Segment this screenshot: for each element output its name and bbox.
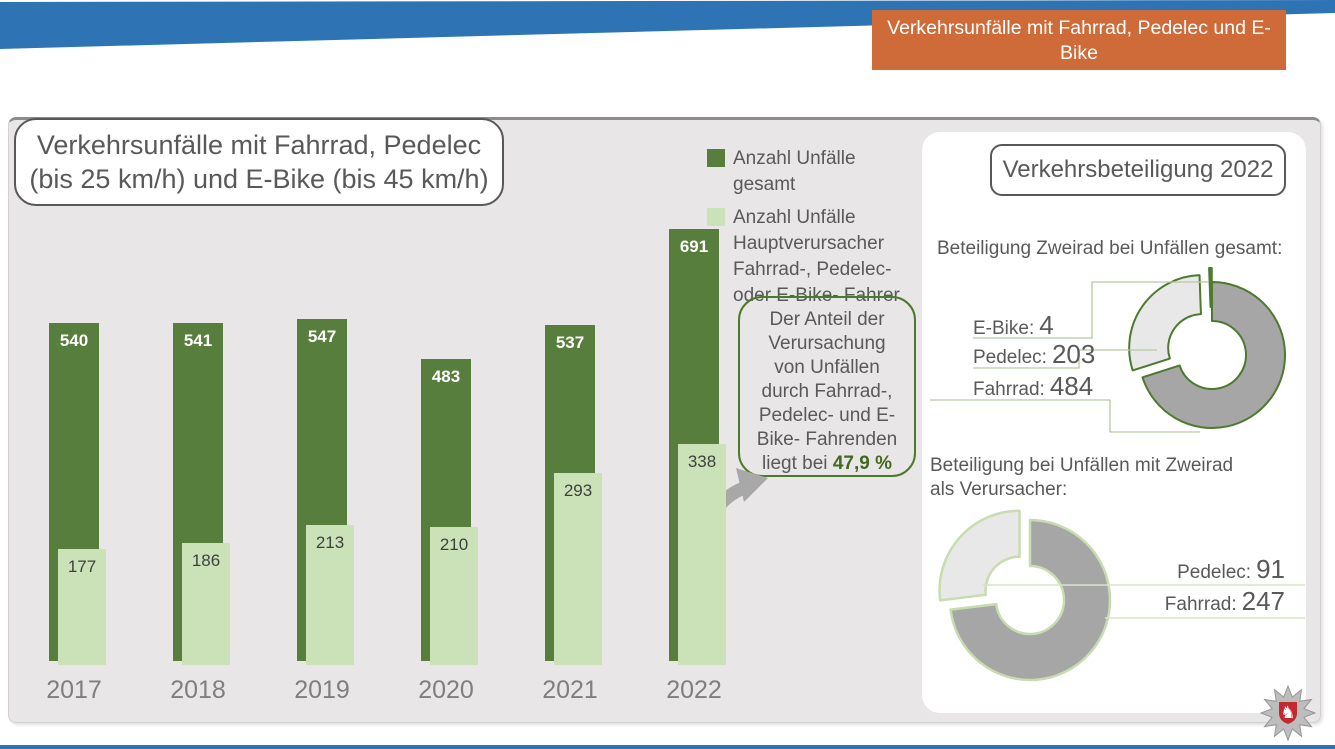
donut1-label-ebike: E-Bike: 4 bbox=[973, 310, 1054, 340]
bar-chart-title-line1: Verkehrsunfälle mit Fahrrad, Pedelec bbox=[36, 130, 482, 160]
bar-value-hauptverursacher-2019: 213 bbox=[315, 533, 345, 552]
police-horse-glyph: ♞ bbox=[1280, 703, 1296, 722]
bottom-accent-bar bbox=[0, 745, 1335, 749]
bar-value-hauptverursacher-2022: 338 bbox=[687, 452, 717, 471]
legend-label-hauptverursacher: Anzahl Unfälle Hauptverursacher Fahrrad-, Pedelec- oder E-Bike- Fahrer bbox=[733, 207, 900, 306]
right-panel bbox=[922, 132, 1306, 713]
slide-title-line2: Emsland bbox=[1041, 67, 1117, 89]
donut2-label-pedelec: Pedelec: 91 bbox=[1177, 554, 1285, 584]
donut2-label-fahrrad: Fahrrad: 247 bbox=[1164, 586, 1285, 616]
donut2-heading: Beteiligung bei Unfällen mit Zweirad als Verursacher: bbox=[930, 455, 1234, 500]
donut1-label-fahrrad: Fahrrad: 484 bbox=[973, 371, 1094, 401]
x-axis-label-2022: 2022 bbox=[666, 676, 722, 704]
legend-swatch-dark-green bbox=[707, 149, 725, 167]
bar-hauptverursacher-2020 bbox=[430, 527, 478, 665]
bar-value-gesamt-2020: 483 bbox=[431, 367, 461, 386]
police-niedersachsen-logo-icon bbox=[1260, 684, 1316, 742]
x-axis-label-2021: 2021 bbox=[542, 676, 598, 704]
callout-highlight: 47,9 % bbox=[832, 453, 892, 474]
legend-item-gesamt bbox=[707, 146, 922, 198]
legend-swatch-light-green bbox=[707, 208, 725, 226]
x-axis-label-2019: 2019 bbox=[294, 676, 350, 704]
bar-hauptverursacher-2021 bbox=[554, 473, 602, 665]
bar-hauptverursacher-2017 bbox=[58, 549, 106, 665]
bar-value-gesamt-2021: 537 bbox=[555, 333, 585, 352]
bar-hauptverursacher-2018 bbox=[182, 543, 230, 665]
callout-text: Der Anteil der Verursachung von Unfällen durch Fahrrad-, Pedelec- und E-Bike- Fahrenden liegt bei bbox=[756, 309, 898, 474]
slide-title-banner bbox=[872, 10, 1286, 89]
right-panel-title: Verkehrsbeteiligung 2022 bbox=[1002, 156, 1274, 183]
bar-chart-legend bbox=[707, 146, 922, 316]
x-axis-label-2018: 2018 bbox=[170, 676, 226, 704]
legend-item-hauptverursacher bbox=[707, 205, 922, 309]
bar-hauptverursacher-2019 bbox=[306, 525, 354, 665]
bar-value-hauptverursacher-2017: 177 bbox=[67, 557, 97, 576]
bar-value-gesamt-2019: 547 bbox=[307, 327, 337, 346]
bar-value-gesamt-2022: 691 bbox=[679, 237, 709, 256]
bar-chart-title-line2: (bis 25 km/h) und E-Bike (bis 45 km/h) bbox=[29, 164, 489, 194]
donut-gesamt-segment-pedelec bbox=[1129, 275, 1201, 370]
legend-label-gesamt: Anzahl Unfälle gesamt bbox=[733, 148, 856, 195]
bar-value-gesamt-2017: 540 bbox=[59, 331, 89, 350]
donut-charts-canvas bbox=[922, 132, 1306, 713]
bar-hauptverursacher-2022 bbox=[678, 444, 726, 665]
bar-chart-title-box bbox=[14, 118, 504, 206]
bar-value-hauptverursacher-2021: 293 bbox=[563, 481, 593, 500]
donut1-label-pedelec: Pedelec: 203 bbox=[973, 339, 1096, 369]
bar-value-hauptverursacher-2020: 210 bbox=[439, 535, 469, 554]
donut1-heading: Beteiligung Zweirad bei Unfällen gesamt: bbox=[937, 238, 1283, 259]
x-axis-label-2020: 2020 bbox=[418, 676, 474, 704]
donut-verursacher-segment-pedelec bbox=[940, 511, 1020, 601]
bar-value-gesamt-2018: 541 bbox=[183, 331, 213, 350]
donut-gesamt-segment-e-bike bbox=[1209, 268, 1212, 307]
x-axis-label-2017: 2017 bbox=[46, 676, 102, 704]
bar-value-hauptverursacher-2018: 186 bbox=[191, 551, 221, 570]
slide-title-line1: Verkehrsunfälle mit Fahrrad, Pedelec und E-Bike bbox=[887, 17, 1271, 64]
callout-box bbox=[738, 296, 916, 477]
